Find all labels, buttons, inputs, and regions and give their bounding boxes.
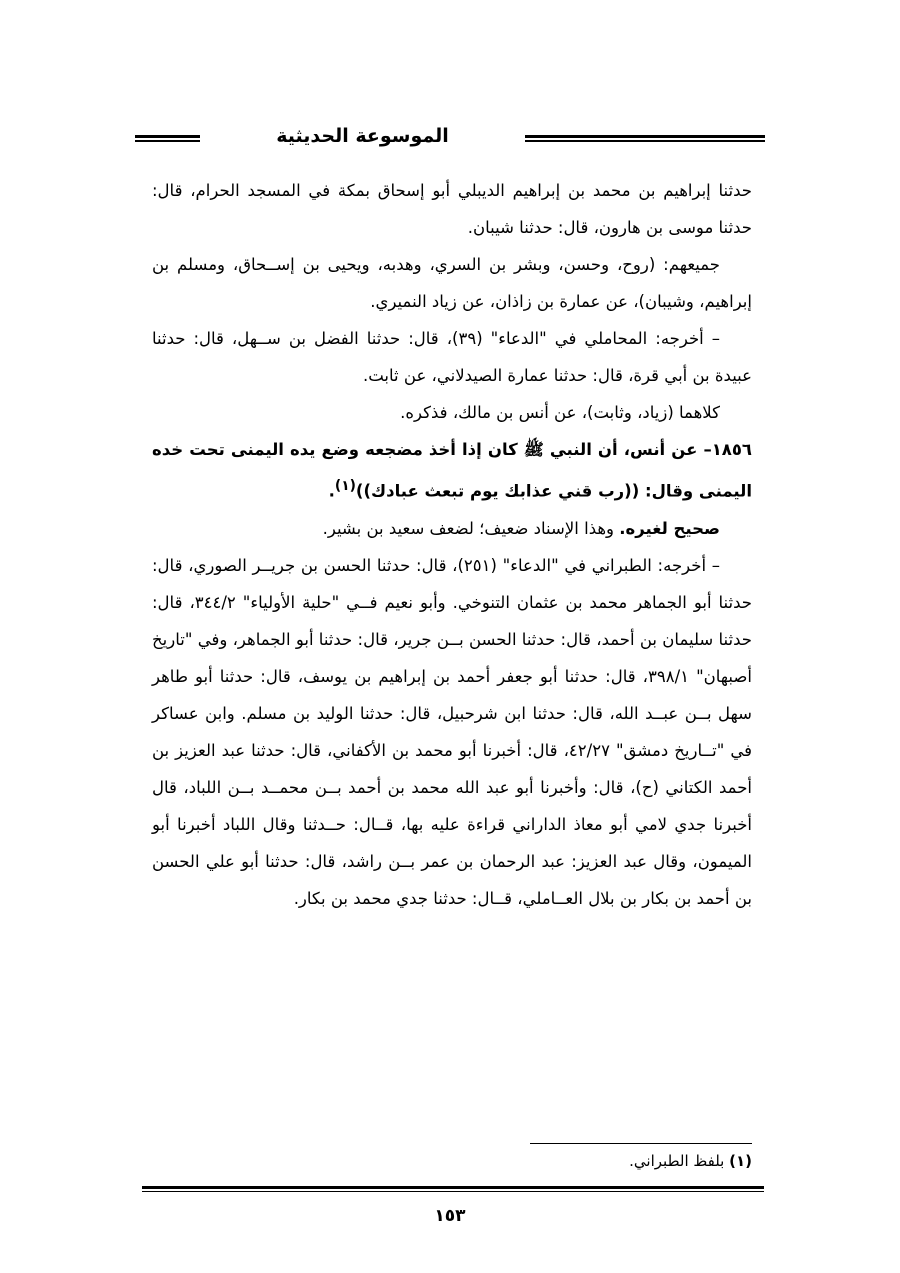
page-number: ١٥٣ — [434, 1206, 466, 1226]
paragraph-4: كلاهما (زياد، وثابت)، عن أنس بن مالك، فذكره. — [400, 403, 720, 422]
footnote-separator — [530, 1143, 752, 1144]
paragraph-1: حدثنا إبراهيم بن محمد بن إبراهيم الديبلي أبو إسحاق بمكة في المسجد الحرام، قال: حدثنا موسى بن هارون، قال: حدثنا شيبان. — [152, 181, 752, 237]
hadith-end: . — [328, 481, 335, 501]
main-text — [152, 172, 752, 917]
header-rule-right — [525, 135, 765, 142]
grade-line — [152, 510, 752, 547]
paragraph-2: جميعهم: (روح، وحسن، وبشر بن السري، وهدبه، ويحيى بن إســحاق، ومسلم بن إبراهيم، وشيبان)، عن عمارة بن زاذان، عن زياد النميري. — [152, 255, 752, 311]
footnote-marker: (١) — [729, 1152, 752, 1170]
takhrij-paragraph: – أخرجه: الطبراني في "الدعاء" (٢٥١)، قال: حدثنا الحسن بن جريــر الصوري، قال: حدثنا أبو الجماهر محمد بن عثمان التنوخي. وأبو نعيم فــي "حلية الأولياء" ٣٤٤/٢، قال: حدثنا سليمان بن أحمد، قال: حدثنا الحسن بــن جرير، قال: حدثنا أبو الجماهر، وفي "تاريخ أصبهان" ٣٩٨/١، قال: حدثنا أبو جعفر أحمد بن إبراهيم بن يوسف، قال: حدثنا أبو طاهر سهل بــن عبــد الله، قال: حدثنا ابن شرحبيل، قال: حدثنا الوليد بن مسلم. وابن عساكر في "تــاريخ دمشق" ٤٢/٢٧، قال: أخبرنا أبو محمد بن الأكفاني، قال: حدثنا عبد العزيز بن أحمد الكتاني (ح)، قال: وأخبرنا أبو عبد الله محمد بن أحمد بــن محمــد بــن اللباد، قال أخبرنا جدي لامي أبو معاذ الداراني قراءة عليه بها، قــال: حــدثنا وقال اللباد أخبرنا أبو الميمون، وقال عبد العزيز: عبد الرحمان بن عمر بــن راشد، قال: حدثنا أبو علي الحسن بن أحمد بن بكار بن بلال العــاملي، قــال: حدثنا جدي محمد بن بكار. — [152, 555, 752, 908]
footer-rule — [142, 1186, 764, 1192]
hadith-text — [152, 431, 752, 510]
paragraph-3: – أخرجه: المحاملي في "الدعاء" (٣٩)، قال: حدثنا الفضل بن ســهل، قال: حدثنا عبيدة بن أبي قرة، قال: حدثنا عمارة الصيدلاني، عن ثابت. — [152, 329, 752, 385]
footnote — [152, 1152, 752, 1170]
page-title: الموسوعة الحديثية — [276, 125, 449, 147]
footnote-text: بلفظ الطبراني. — [629, 1152, 730, 1170]
grade-text: وهذا الإسناد ضعيف؛ لضعف سعيد بن بشير. — [322, 518, 620, 538]
hadith-body: ١٨٥٦– عن أنس، أن النبي ﷺ كان إذا أخذ مضجعه وضع يده اليمنى تحت خده اليمنى وقال: ((رب قني عذابك يوم تبعث عبادك)) — [152, 440, 752, 501]
grade-label: صحيح لغيره. — [619, 518, 720, 538]
footnote-ref: (١) — [334, 478, 356, 494]
header-rule-left — [135, 135, 200, 142]
page-header — [135, 125, 765, 155]
